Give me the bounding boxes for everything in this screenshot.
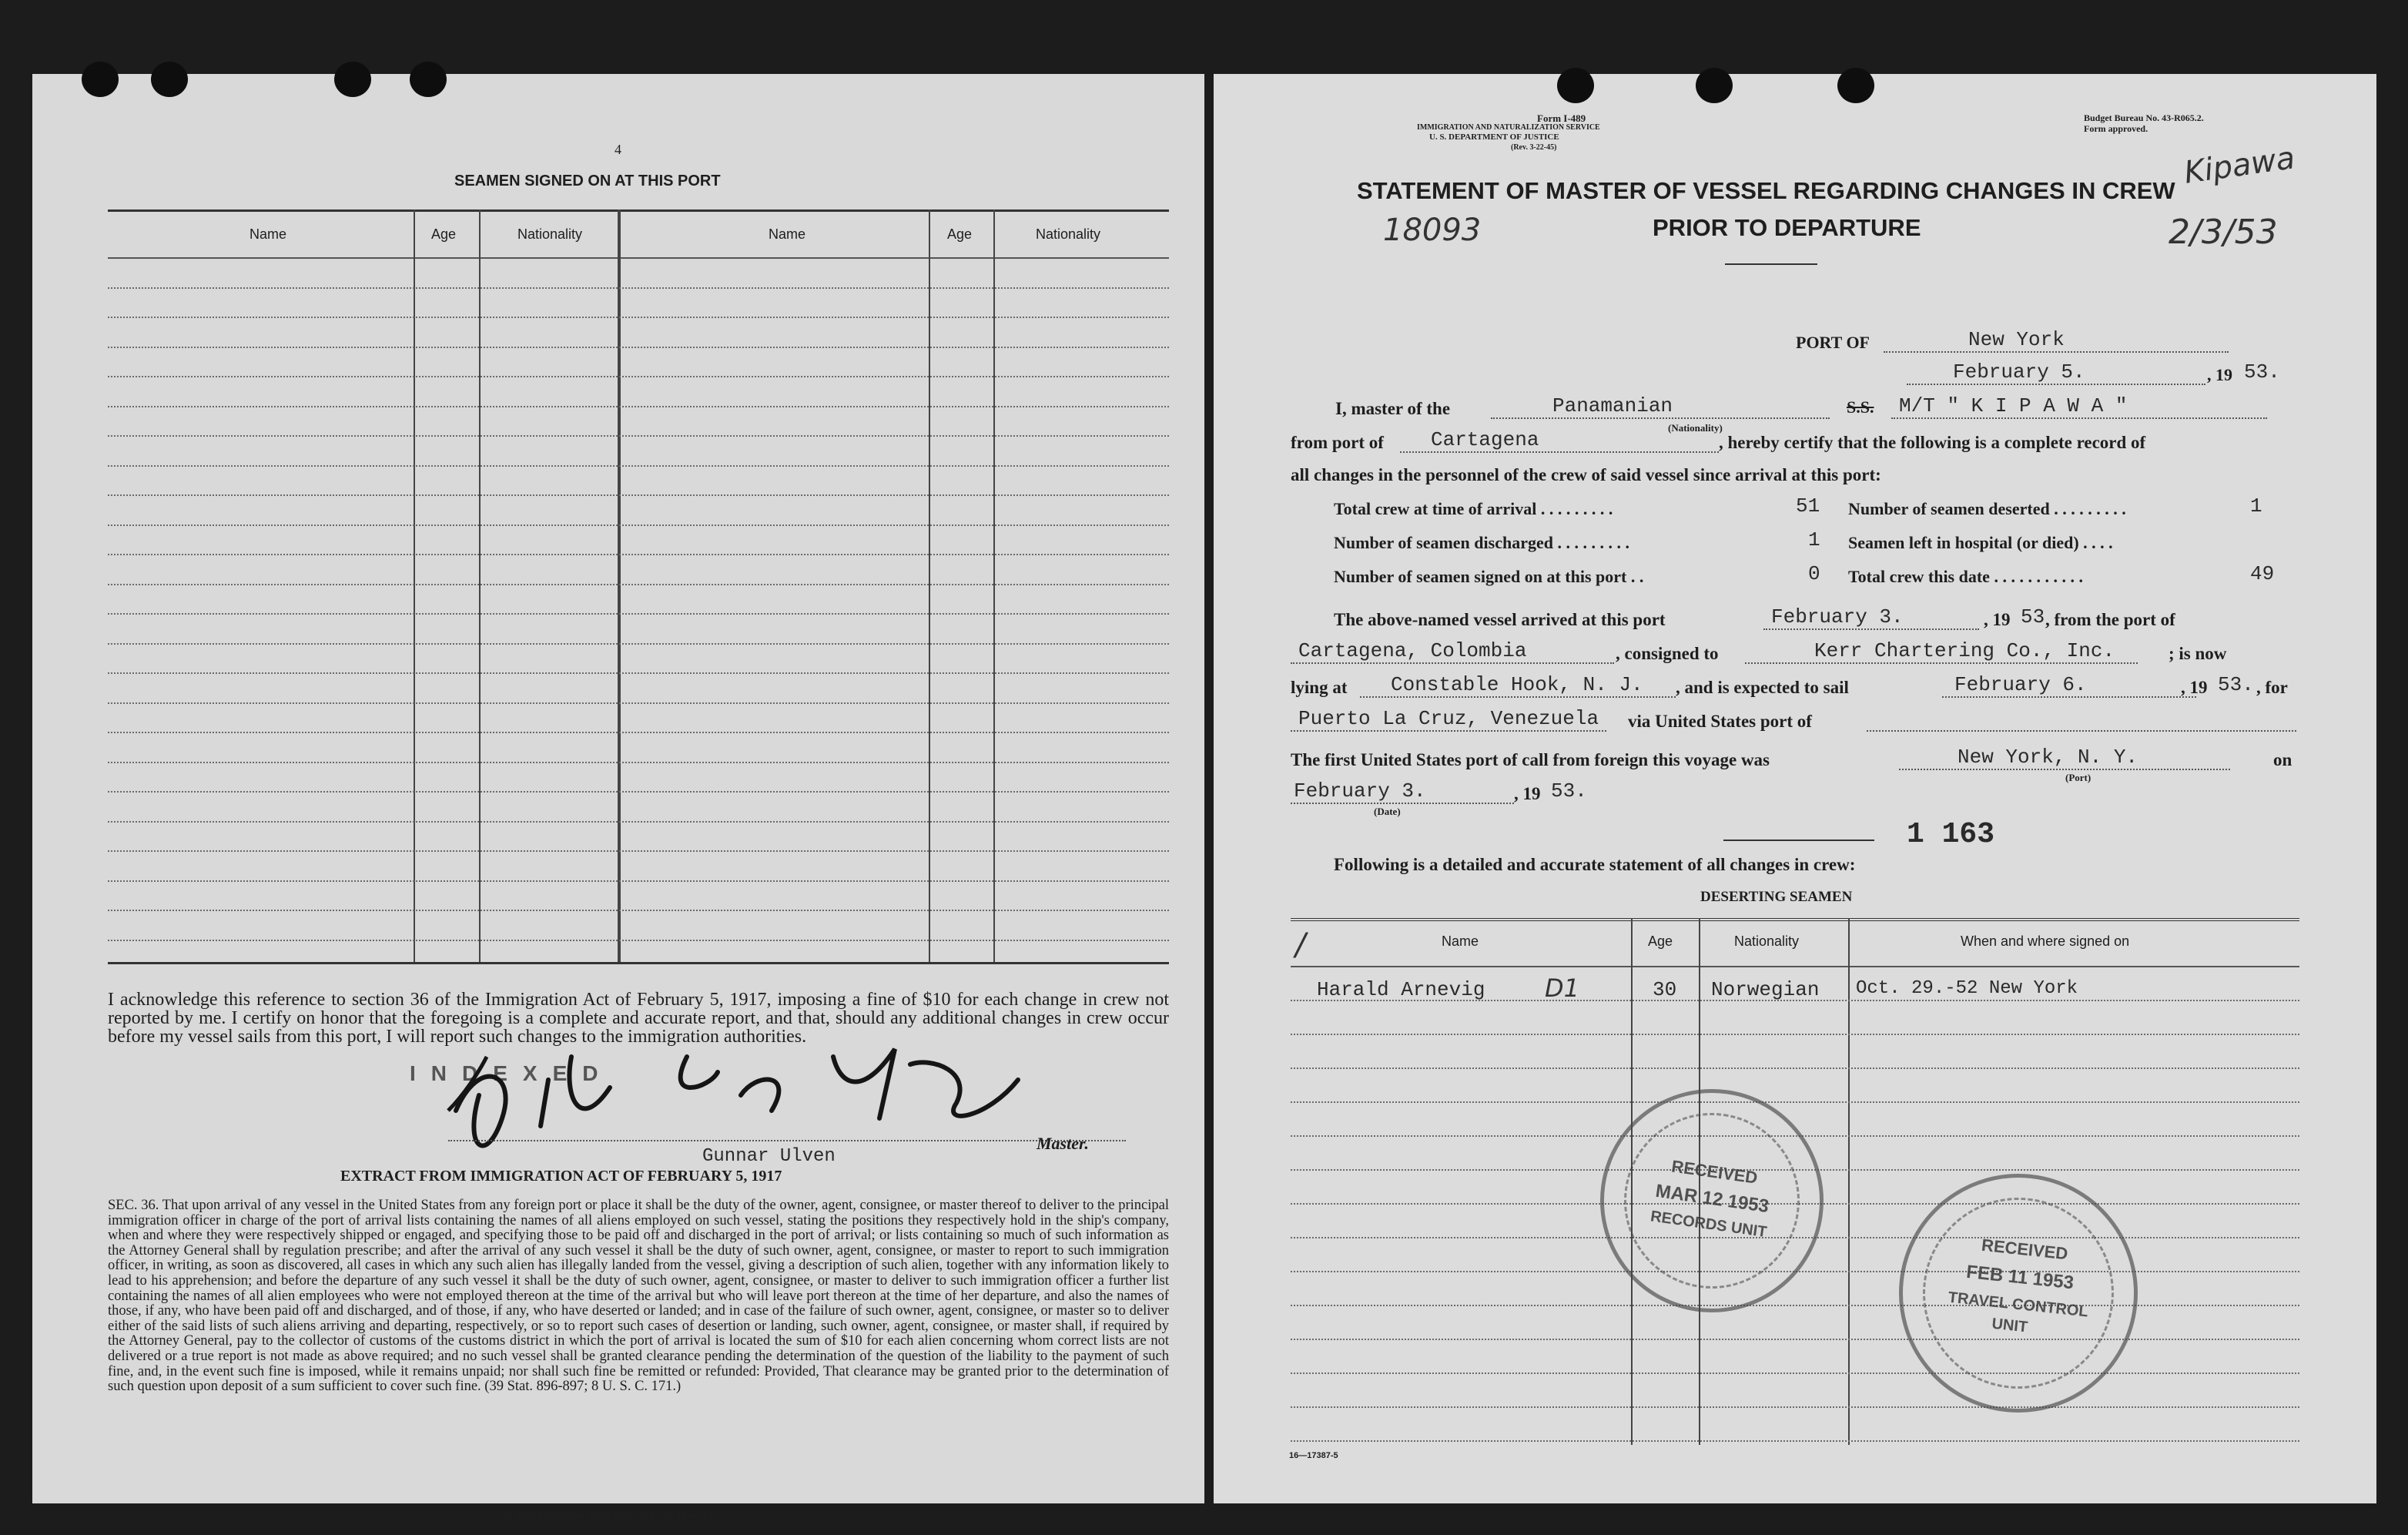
row-rule bbox=[1291, 1034, 2299, 1035]
stamp-received: RECEIVED bbox=[1980, 1235, 2069, 1264]
arrived-year: 53 bbox=[2021, 605, 2045, 628]
arrived-year-prefix: , 19 bbox=[1984, 610, 2011, 629]
extract-title: EXTRACT FROM IMMIGRATION ACT OF FEBRUARY 5, 1917 bbox=[340, 1168, 782, 1185]
sail-year: 53. bbox=[2218, 673, 2254, 696]
punch-hole bbox=[1696, 68, 1733, 103]
extract-text: SEC. 36. That upon arrival of any vessel in the United States from any foreign port or place it shall be the duty of the owner, agent, consignee, or master thereof to deliver to the principal immigration officer in charge of the port of arrival lists containing the names of all aliens employed on such vessel, stating the positions they respectively hold in the ship's company, when and where they were respectively shipped or engaged, and specifying those to be paid off and discharged in the port of arrival; or lists containing so much of such information as the Attorney General shall by regulation prescribe; and after the arrival of any such vessel it shall be the duty of such owner, agent, consignee, or master to report to such immigration officer, in writing, as soon as discovered, all cases in which any such alien has illegally landed from the vessel, giving a description of such alien, together with any information likely to lead to his apprehension; and before the departure of any such vessel it shall be the duty of such owner, agent, consignee, or master to deliver to such immigration officer a further list containing the names of all alien employees who were not employed thereon at the time of the arrival but who will leave port thereon at the time of her departure, and also the names of those, if any, who have been paid off and discharged, and of those, if any, who have deserted or landed; and in case of the failure of such owner, agent, consignee, or master so to deliver either of the said lists of such aliens arriving and departing, respectively, or so to report such cases of desertion or landing, such owner, agent, consignee, or master shall, if required by the Attorney General, pay to the collector of customs of the customs district in which the port of arrival is located the sum of $10 for each alien concerning whom correct lists are not delivered or a true report is not made as above required; and no such vessel shall be granted clearance pending the determination of the question of the liability to the payment of such fine, and, in the event such fine is imposed, while it remains unpaid; nor shall such fine be remitted or refunded: Provided, That clearance may be granted prior to the determination of such question upon deposit of a sum sufficient to cover such fine. (39 Stat. 896-897; 8 U. S. C. 171.) bbox=[108, 1198, 1169, 1395]
first-port-label: The first United States port of call from foreign this voyage was bbox=[1291, 750, 1770, 769]
col-header-name: Name bbox=[769, 226, 806, 242]
col-header-nationality: Nationality bbox=[517, 226, 583, 242]
indexed-stamp: INDEXED bbox=[410, 1061, 614, 1085]
agency-line3: (Rev. 3-22-45) bbox=[1511, 143, 1557, 152]
date-value: February 5. bbox=[1953, 360, 2085, 384]
deserter-nationality: Norwegian bbox=[1711, 978, 1820, 1001]
row-rule bbox=[108, 672, 1169, 674]
punch-hole bbox=[410, 62, 447, 97]
signature-image bbox=[433, 1026, 1064, 1157]
deserter-signed-on: Oct. 29.-52 New York bbox=[1856, 978, 2078, 999]
date-year-prefix: , 19 bbox=[2207, 365, 2232, 384]
row-rule bbox=[108, 287, 1169, 289]
row-rule bbox=[1291, 1101, 2299, 1103]
from-the-port: , from the port of bbox=[2045, 610, 2175, 629]
col-header-age: Age bbox=[1648, 933, 1673, 949]
row-rule bbox=[108, 732, 1169, 733]
following-label: Following is a detailed and accurate statement of all changes in crew: bbox=[1334, 855, 1856, 874]
deserter-age: 30 bbox=[1653, 978, 1677, 1001]
row-rule bbox=[108, 702, 1169, 704]
row-rule bbox=[1291, 1372, 2299, 1374]
stat-value: 0 bbox=[1808, 562, 1820, 585]
stamp-unit: UNIT bbox=[1991, 1315, 2029, 1336]
lying-at-label: lying at bbox=[1291, 678, 1348, 697]
col-header-age: Age bbox=[947, 226, 973, 242]
stamp-date: FEB 11 1953 bbox=[1965, 1261, 2075, 1294]
stat-label: Seamen left in hospital (or died) . . . . bbox=[1848, 533, 2113, 552]
first-year-prefix: , 19 bbox=[1514, 784, 1541, 803]
row-rule bbox=[108, 494, 1169, 496]
row-rule bbox=[108, 376, 1169, 377]
row-rule bbox=[1291, 1440, 2299, 1442]
stat-value: 1 bbox=[1808, 528, 1820, 551]
row-rule bbox=[1291, 1406, 2299, 1408]
first-date: February 3. bbox=[1294, 779, 1426, 803]
origin-port: Cartagena, Colombia bbox=[1298, 639, 1527, 662]
first-port-value: New York, N. Y. bbox=[1958, 746, 2138, 769]
punch-hole bbox=[1837, 68, 1874, 103]
stamp-unit: RECORDS UNIT bbox=[1649, 1208, 1768, 1242]
seamen-signed-on-table bbox=[108, 209, 1169, 964]
is-now: ; is now bbox=[2169, 644, 2227, 663]
deserter-name: Harald Arnevig bbox=[1317, 978, 1485, 1001]
stat-label: Number of seamen deserted . . . . . . . . . bbox=[1848, 499, 2126, 518]
on-label: on bbox=[2273, 750, 2292, 769]
consignee: Kerr Chartering Co., Inc. bbox=[1814, 639, 2115, 662]
row-rule bbox=[1291, 1067, 2299, 1069]
expected-label: , and is expected to sail bbox=[1676, 678, 1849, 697]
stat-value: 49 bbox=[2250, 562, 2275, 585]
agency-line1: IMMIGRATION AND NATURALIZATION SERVICE bbox=[1417, 123, 1600, 132]
consigned-label: , consigned to bbox=[1616, 644, 1719, 663]
handwritten-code: 1 163 bbox=[1907, 818, 1995, 851]
punch-hole bbox=[82, 62, 119, 97]
right-page bbox=[1214, 74, 2376, 1503]
arrived-label: The above-named vessel arrived at this port bbox=[1334, 610, 1666, 629]
row-rule bbox=[108, 613, 1169, 615]
row-rule bbox=[108, 584, 1169, 585]
port-of-label: PORT OF bbox=[1796, 333, 1870, 352]
col-header-nationality: Nationality bbox=[1036, 226, 1101, 242]
row-rule bbox=[108, 317, 1169, 318]
col-header-name: Name bbox=[1442, 933, 1479, 949]
via-label: via United States port of bbox=[1628, 712, 1812, 731]
vessel-value: M/T " K I P A W A " bbox=[1899, 394, 2128, 417]
port-caption: (Port) bbox=[2065, 772, 2092, 783]
section-title: SEAMEN SIGNED ON AT THIS PORT bbox=[454, 173, 721, 189]
row-rule bbox=[108, 880, 1169, 882]
date-caption: (Date) bbox=[1374, 806, 1401, 817]
certify-text: , hereby certify that the following is a complete record of bbox=[1719, 433, 2146, 452]
stat-label: Number of seamen signed on at this port . . bbox=[1334, 567, 1644, 586]
ss-struck: S.S. bbox=[1847, 397, 1874, 417]
lying-at-value: Constable Hook, N. J. bbox=[1391, 673, 1643, 696]
stat-label: Total crew at time of arrival . . . . . . . . . bbox=[1334, 499, 1613, 518]
from-port-value: Cartagena bbox=[1431, 428, 1539, 451]
handwritten-date: 2/3/53 bbox=[2169, 213, 2278, 252]
row-rule bbox=[108, 435, 1169, 437]
row-rule bbox=[108, 910, 1169, 911]
row-rule bbox=[108, 554, 1169, 555]
row-rule bbox=[108, 525, 1169, 526]
printing-office-line: U. S. GOVERNMENT PRINTING OFFICE 16—17387-1 bbox=[491, 1511, 735, 1520]
sail-date: February 6. bbox=[1954, 673, 2087, 696]
stamp-unit-line: TRAVEL CONTROL bbox=[1947, 1289, 2089, 1321]
form-title-line2: PRIOR TO DEPARTURE bbox=[1653, 214, 1921, 241]
col-header-age: Age bbox=[431, 226, 457, 242]
form-approved: Form approved. bbox=[2084, 123, 2148, 134]
deserter-mark: D1 bbox=[1545, 974, 1579, 1003]
stamp-received: RECEIVED bbox=[1670, 1156, 1759, 1188]
page-number: 4 bbox=[615, 142, 621, 157]
form-number: Form I-489 bbox=[1537, 112, 1586, 124]
destination: Puerto La Cruz, Venezuela bbox=[1298, 707, 1599, 730]
table-rows bbox=[108, 257, 1169, 964]
row-rule bbox=[108, 406, 1169, 407]
col-header-signed-on: When and where signed on bbox=[1961, 933, 2130, 949]
stat-label: Total crew this date . . . . . . . . . . . bbox=[1848, 567, 2083, 586]
punch-hole bbox=[151, 62, 188, 97]
master-label: Master. bbox=[1037, 1134, 1089, 1153]
handwritten-number: 18093 bbox=[1383, 213, 1482, 248]
agency-line2: U. S. DEPARTMENT OF JUSTICE bbox=[1429, 132, 1559, 142]
row-rule bbox=[1291, 1305, 2299, 1306]
form-title-line1: STATEMENT OF MASTER OF VESSEL REGARDING CHANGES IN CREW bbox=[1357, 177, 2175, 204]
row-rule bbox=[108, 821, 1169, 823]
for-label: , for bbox=[2256, 678, 2288, 697]
row-rule bbox=[108, 643, 1169, 645]
footer-code: 16—17387-5 bbox=[1289, 1451, 1338, 1460]
port-of-value: New York bbox=[1968, 328, 2065, 351]
row-rule bbox=[108, 940, 1169, 941]
stamp-date: MAR 12 1953 bbox=[1654, 1180, 1770, 1218]
stat-value: 1 bbox=[2250, 494, 2262, 518]
row-rule bbox=[108, 850, 1169, 852]
row-rule bbox=[108, 791, 1169, 793]
arrived-date: February 3. bbox=[1771, 605, 1904, 628]
row-rule bbox=[108, 465, 1169, 467]
left-page bbox=[32, 74, 1204, 1520]
master-of-label: I, master of the bbox=[1335, 399, 1451, 418]
stat-label: Number of seamen discharged . . . . . . . . . bbox=[1334, 533, 1629, 552]
sail-year-prefix: , 19 bbox=[2181, 678, 2208, 697]
date-year: 53. bbox=[2244, 360, 2280, 384]
col-header-name: Name bbox=[250, 226, 287, 242]
col-header-nationality: Nationality bbox=[1734, 933, 1800, 949]
from-port-label: from port of bbox=[1291, 433, 1384, 452]
stat-value: 51 bbox=[1796, 494, 1820, 518]
budget-bureau: Budget Bureau No. 43-R065.2. bbox=[2084, 112, 2204, 123]
acknowledgement-text: I acknowledge this reference to section 36 of the Immigration Act of February 5, 1917, imposing a fine of $10 for each change in crew not reported by me. I certify on honor that the foregoing is a complete and accurate report, and that, should any additional changes in crew occur before my vessel sails from this port, I will report such changes to the immigration authorities. bbox=[108, 990, 1169, 1047]
row-rule bbox=[108, 347, 1169, 348]
row-rule bbox=[108, 762, 1169, 763]
nationality-caption: (Nationality) bbox=[1668, 422, 1723, 434]
handwritten-vessel-name: Kipawa bbox=[2182, 140, 2297, 191]
row-rule bbox=[1291, 1339, 2299, 1340]
nationality-value: Panamanian bbox=[1552, 394, 1673, 417]
check-mark: / bbox=[1295, 927, 1306, 963]
punch-hole bbox=[1557, 68, 1594, 103]
certify-text-2: all changes in the personnel of the crew of said vessel since arrival at this port: bbox=[1291, 465, 1881, 484]
deserting-title: DESERTING SEAMEN bbox=[1700, 889, 1853, 905]
first-year: 53. bbox=[1551, 779, 1587, 803]
master-name-typed: Gunnar Ulven bbox=[702, 1146, 836, 1167]
punch-hole bbox=[334, 62, 371, 97]
